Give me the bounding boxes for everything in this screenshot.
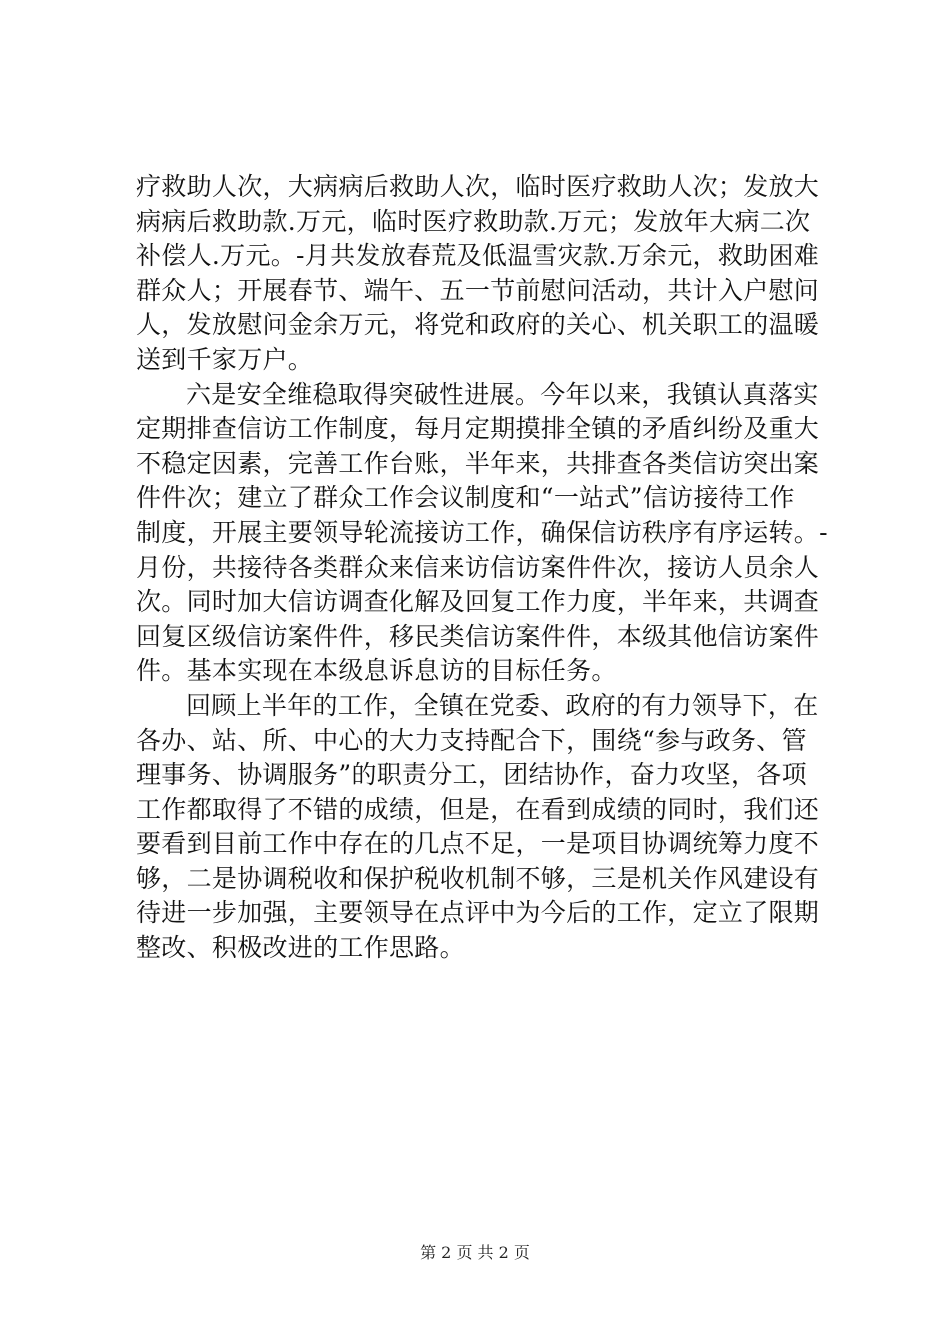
text-line: 回顾上半年的工作，全镇在党委、政府的有力领导下，在	[186, 690, 819, 720]
text-line: 次。同时加大信访调查化解及回复工作力度，半年来，共调查	[136, 587, 820, 617]
text-line: 够，二是协调税收和保护税收机制不够，三是机关作风建设有	[136, 863, 820, 893]
paragraph	[136, 170, 836, 378]
text-line: 制度，开展主要领导轮流接访工作，确保信访秩序有序运转。-	[136, 517, 828, 547]
text-line: 月份，共接待各类群众来信来访信访案件件次，接访人员余人	[136, 552, 820, 582]
text-line: 工作都取得了不错的成绩，但是，在看到成绩的同时，我们还	[136, 794, 820, 824]
text-line: 人，发放慰问金余万元，将党和政府的关心、机关职工的温暖	[136, 310, 820, 340]
page-footer	[0, 1243, 950, 1263]
text-line: 各办、站、所、中心的大力支持配合下，围绕“参与政务、管	[136, 725, 807, 755]
text-line: 件件次；建立了群众工作会议制度和“一站式”信访接待工作	[136, 483, 795, 513]
document-body	[136, 170, 836, 966]
paragraph	[136, 689, 836, 966]
page-number-label: 第 2 页 共 2 页	[420, 1243, 530, 1262]
text-line: 要看到目前工作中存在的几点不足，一是项目协调统筹力度不	[136, 829, 820, 859]
text-line: 六是安全维稳取得突破性进展。今年以来，我镇认真落实	[186, 379, 819, 409]
text-line: 群众人；开展春节、端午、五一节前慰问活动，共计入户慰问	[136, 275, 820, 305]
text-line: 补偿人.万元。-月共发放春荒及低温雪灾款.万余元，救助困难	[136, 241, 820, 271]
text-line: 回复区级信访案件件，移民类信访案件件，本级其他信访案件	[136, 621, 820, 651]
text-line: 送到千家万户。	[136, 344, 314, 374]
text-line: 待进一步加强，主要领导在点评中为今后的工作，定立了限期	[136, 898, 820, 928]
text-line: 疗救助人次，大病病后救助人次，临时医疗救助人次；发放大	[136, 172, 820, 201]
text-line: 定期排查信访工作制度，每月定期摸排全镇的矛盾纠纷及重大	[136, 414, 820, 444]
text-line: 件。基本实现在本级息诉息访的目标任务。	[136, 656, 617, 686]
text-line: 病病后救助款.万元，临时医疗救助款.万元；发放年大病二次	[136, 206, 811, 236]
text-line: 理事务、协调服务”的职责分工，团结协作，奋力攻坚，各项	[136, 760, 807, 790]
paragraph	[136, 378, 836, 689]
text-line: 整改、积极改进的工作思路。	[136, 933, 465, 963]
text-line: 不稳定因素，完善工作台账，半年来，共排查各类信访突出案	[136, 448, 820, 478]
